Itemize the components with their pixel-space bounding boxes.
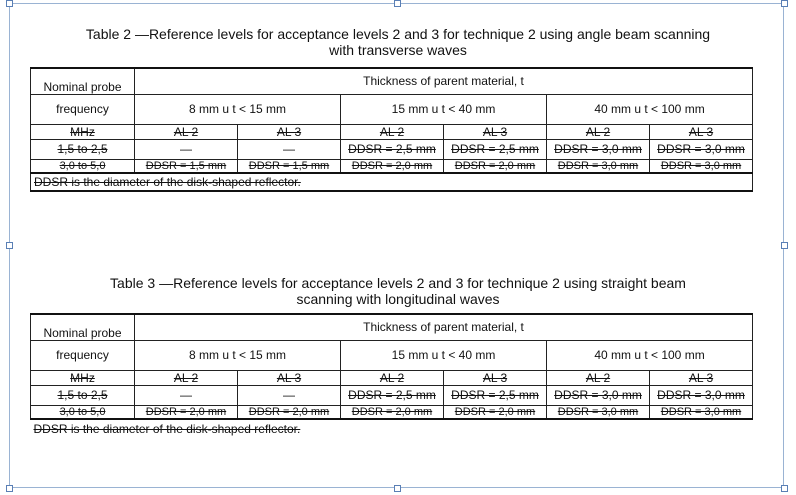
table2-thickness-header [135, 68, 753, 94]
table3-range-3: 40 mm u t < 100 mm [547, 340, 753, 370]
table2-row2-freq: 3,0 to 5,0 [31, 159, 135, 173]
table2-range-2: 15 mm u t < 40 mm [341, 94, 547, 124]
table2-row2-cell5: DDSR = 3,0 mm [547, 159, 650, 173]
table2-unit: MHz [31, 124, 135, 139]
table3-row1-cell3: DDSR = 2,5 mm [341, 385, 444, 405]
table3-level-6: AL 3 [650, 370, 753, 385]
table2-row1-cell6: DDSR = 3,0 mm [650, 139, 753, 159]
table2-nominal-probe-label: Nominal probe [43, 79, 122, 94]
resize-handle-top-right[interactable] [781, 0, 788, 7]
table3-thickness-label: Thickness of parent material, t [363, 320, 524, 335]
table2-level-4: AL 3 [444, 124, 547, 139]
table3-range-1: 8 mm u t < 15 mm [135, 340, 341, 370]
table2-level-5: AL 2 [547, 124, 650, 139]
table3-row2-cell6: DDSR = 3,0 mm [650, 405, 753, 419]
table3-frequency-label: frequency [56, 348, 109, 362]
table2-row2-cell6: DDSR = 3,0 mm [650, 159, 753, 173]
table3-caption-line1: Table 3 —Reference levels for acceptance levels 2 and 3 for technique 2 using straight beam [110, 275, 686, 291]
table2-frequency-header [31, 94, 135, 124]
table3-range-2: 15 mm u t < 40 mm [341, 340, 547, 370]
table2-level-1: AL 2 [135, 124, 238, 139]
table2-caption-line2: with transverse waves [329, 42, 467, 58]
table3-thickness-header [135, 314, 753, 340]
table2-row1-cell3: DDSR = 2,5 mm [341, 139, 444, 159]
table2-row2-cell1: DDSR = 1,5 mm [135, 159, 238, 173]
table2-level-2: AL 3 [238, 124, 341, 139]
resize-handle-bottom-center[interactable] [394, 485, 401, 492]
table2-row2-cell2: DDSR = 1,5 mm [238, 159, 341, 173]
table3 [30, 313, 753, 437]
resize-handle-middle-right[interactable] [781, 242, 788, 249]
table3-row1-cell4: DDSR = 2,5 mm [444, 385, 547, 405]
resize-handle-top-center[interactable] [394, 0, 401, 7]
table3-unit: MHz [31, 370, 135, 385]
table3-row1-freq: 1,5 to 2,5 [31, 385, 135, 405]
resize-handle-middle-left[interactable] [6, 242, 13, 249]
table3-row1-cell6: DDSR = 3,0 mm [650, 385, 753, 405]
table2-row1-cell2: — [238, 139, 341, 159]
table2-range-1: 8 mm u t < 15 mm [135, 94, 341, 124]
table2-frequency-label: frequency [56, 102, 109, 116]
table2-thickness-label: Thickness of parent material, t [363, 74, 524, 89]
table3-caption [0, 275, 796, 307]
table3-level-4: AL 3 [444, 370, 547, 385]
table3-frequency-header [31, 340, 135, 370]
table3-nominal-probe-label: Nominal probe [43, 325, 122, 340]
table2-row1-cell1: — [135, 139, 238, 159]
resize-handle-top-left[interactable] [6, 0, 13, 7]
table3-row1-cell1: — [135, 385, 238, 405]
table2-row1-cell4: DDSR = 2,5 mm [444, 139, 547, 159]
table3-level-3: AL 2 [341, 370, 444, 385]
table2-level-3: AL 2 [341, 124, 444, 139]
table2-row1-cell5: DDSR = 3,0 mm [547, 139, 650, 159]
resize-handle-bottom-right[interactable] [781, 485, 788, 492]
table3-nominal-probe-header [31, 314, 135, 340]
table2-caption [0, 26, 796, 58]
table2-row1-freq: 1,5 to 2,5 [31, 139, 135, 159]
table3-row2-cell1: DDSR = 2,0 mm [135, 405, 238, 419]
table3-level-2: AL 3 [238, 370, 341, 385]
table3-row2-freq: 3,0 to 5,0 [31, 405, 135, 419]
table2-range-3: 40 mm u t < 100 mm [547, 94, 753, 124]
table3-note: DDSR is the diameter of the disk-shaped reflector. [33, 421, 301, 436]
table2-note: DDSR is the diameter of the disk-shaped reflector. [31, 173, 753, 191]
table2-row2-cell4: DDSR = 2,0 mm [444, 159, 547, 173]
table2 [30, 67, 753, 192]
table3-row1-cell2: — [238, 385, 341, 405]
resize-handle-bottom-left[interactable] [6, 485, 13, 492]
table3-level-5: AL 2 [547, 370, 650, 385]
table3-row2-cell4: DDSR = 2,0 mm [444, 405, 547, 419]
table2-caption-line1: Table 2 —Reference levels for acceptance levels 2 and 3 for technique 2 using angle beam scanning [85, 26, 711, 42]
table3-row2-cell3: DDSR = 2,0 mm [341, 405, 444, 419]
table3-caption-line2: scanning with longitudinal waves [296, 291, 500, 307]
table3-row2-cell2: DDSR = 2,0 mm [238, 405, 341, 419]
table2-nominal-probe-header [31, 68, 135, 94]
table3-row1-cell5: DDSR = 3,0 mm [547, 385, 650, 405]
table2-row2-cell3: DDSR = 2,0 mm [341, 159, 444, 173]
table3-row2-cell5: DDSR = 3,0 mm [547, 405, 650, 419]
table3-level-1: AL 2 [135, 370, 238, 385]
table2-level-6: AL 3 [650, 124, 753, 139]
